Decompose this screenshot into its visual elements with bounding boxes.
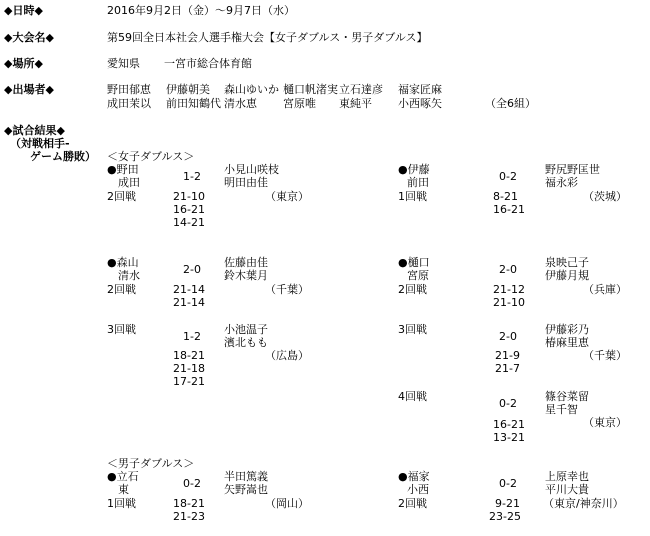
game-score: 16-21 [493, 418, 525, 431]
game-score: 21-10 [493, 296, 525, 309]
venue-pref: 愛知県 [107, 57, 140, 70]
opponent-region: （東京） [265, 190, 309, 203]
match-score: 1-2 [183, 330, 201, 343]
round-label: 4回戦 [398, 390, 427, 403]
pair-player: ●野田 [107, 163, 139, 176]
pair-player: 東 [118, 483, 129, 496]
opponent-player: 星千智 [545, 403, 578, 416]
game-score: 23-25 [489, 510, 521, 523]
game-score: 21-9 [495, 349, 520, 362]
womens-doubles-title: ＜女子ダブルス＞ [107, 150, 195, 163]
player-name: 福家匠麻 [398, 83, 442, 96]
opponent-player: 椿麻里恵 [545, 336, 589, 349]
player-name: 小西啄矢 [398, 97, 442, 110]
opponent-player: 伊藤月規 [545, 269, 589, 282]
player-name: 樋口帆渚実 [283, 83, 338, 96]
pair-player: ●伊藤 [398, 163, 430, 176]
round-label: 2回戦 [398, 283, 427, 296]
player-name: 立石達彦 [339, 83, 383, 96]
pair-player: ●樋口 [398, 256, 430, 269]
game-score: 13-21 [493, 431, 525, 444]
opponent-player: 上原幸也 [545, 470, 589, 483]
pair-player: ●福家 [398, 470, 430, 483]
opponent-player: 小見山咲枝 [224, 163, 279, 176]
date-label: ◆日時◆ [4, 4, 43, 17]
opponent-player: 矢野嵩也 [224, 483, 268, 496]
game-score: 8-21 [493, 190, 518, 203]
match-score: 0-2 [499, 477, 517, 490]
pair-player: 前田 [407, 176, 429, 189]
opponent-region: （東京） [583, 416, 627, 429]
opponent-player: 佐藤由佳 [224, 256, 268, 269]
opponent-player: 濱北もも [224, 336, 268, 349]
match-score: 2-0 [499, 263, 517, 276]
results-sub-label: ゲーム勝敗） [30, 150, 96, 163]
event-label: ◆大会名◆ [4, 31, 54, 44]
opponent-player: 小池温子 [224, 323, 268, 336]
game-score: 14-21 [173, 216, 205, 229]
match-score: 2-0 [183, 263, 201, 276]
match-score: 0-2 [183, 477, 201, 490]
pair-player: 小西 [407, 483, 429, 496]
round-label: 1回戦 [107, 497, 136, 510]
opponent-player: 平川大貴 [545, 483, 589, 496]
players-total: （全6組） [485, 97, 536, 110]
game-score: 16-21 [173, 203, 205, 216]
round-label: 2回戦 [107, 190, 136, 203]
pair-player: 清水 [118, 269, 140, 282]
opponent-player: 半田篤義 [224, 470, 268, 483]
results-sub-label: （対戦相手- [10, 137, 70, 150]
player-name: 伊藤朝美 [166, 83, 210, 96]
event-value: 第59回全日本社会人選手権大会【女子ダブルス・男子ダブルス】 [107, 31, 428, 44]
round-label: 2回戦 [398, 497, 427, 510]
player-name: 清水恵 [224, 97, 257, 110]
player-name: 宮原唯 [283, 97, 316, 110]
game-score: 9-21 [495, 497, 520, 510]
opponent-region: （兵庫） [583, 283, 627, 296]
player-name: 前田知鶴代 [166, 97, 221, 110]
results-label: ◆試合結果◆ [4, 124, 65, 137]
opponent-player: 鈴木葉月 [224, 269, 268, 282]
opponent-player: 野尻野匡世 [545, 163, 600, 176]
game-score: 21-12 [493, 283, 525, 296]
game-score: 21-7 [495, 362, 520, 375]
date-value: 2016年9月2日（金）～9月7日（水） [107, 4, 295, 17]
opponent-region: （千葉） [583, 349, 627, 362]
game-score: 16-21 [493, 203, 525, 216]
pair-player: 成田 [118, 176, 140, 189]
pair-player: 宮原 [407, 269, 429, 282]
game-score: 21-14 [173, 283, 205, 296]
opponent-player: 伊藤彩乃 [545, 323, 589, 336]
opponent-region: （岡山） [265, 497, 309, 510]
game-score: 18-21 [173, 497, 205, 510]
round-label: 1回戦 [398, 190, 427, 203]
venue-name: 一宮市総合体育館 [164, 57, 252, 70]
match-score: 1-2 [183, 170, 201, 183]
mens-doubles-title: ＜男子ダブルス＞ [107, 457, 195, 470]
opponent-player: 福永彩 [545, 176, 578, 189]
game-score: 21-14 [173, 296, 205, 309]
opponent-region: （茨城） [583, 190, 627, 203]
player-name: 野田郁恵 [107, 83, 151, 96]
opponent-player: 泉映己子 [545, 256, 589, 269]
opponent-region: （広島） [265, 349, 309, 362]
opponent-player: 篠谷菜留 [545, 390, 589, 403]
match-score: 2-0 [499, 330, 517, 343]
players-label: ◆出場者◆ [4, 83, 54, 96]
game-score: 21-10 [173, 190, 205, 203]
game-score: 18-21 [173, 349, 205, 362]
pair-player: ●森山 [107, 256, 139, 269]
game-score: 17-21 [173, 375, 205, 388]
round-label: 2回戦 [107, 283, 136, 296]
game-score: 21-23 [173, 510, 205, 523]
player-name: 成田茉以 [107, 97, 151, 110]
pair-player: ●立石 [107, 470, 139, 483]
player-name: 東純平 [339, 97, 372, 110]
round-label: 3回戦 [107, 323, 136, 336]
player-name: 森山ゆいか [224, 83, 279, 96]
opponent-player: 明田由佳 [224, 176, 268, 189]
venue-label: ◆場所◆ [4, 57, 43, 70]
opponent-region: （東京/神奈川） [543, 497, 624, 510]
match-score: 0-2 [499, 397, 517, 410]
match-score: 0-2 [499, 170, 517, 183]
round-label: 3回戦 [398, 323, 427, 336]
game-score: 21-18 [173, 362, 205, 375]
opponent-region: （千葉） [265, 283, 309, 296]
